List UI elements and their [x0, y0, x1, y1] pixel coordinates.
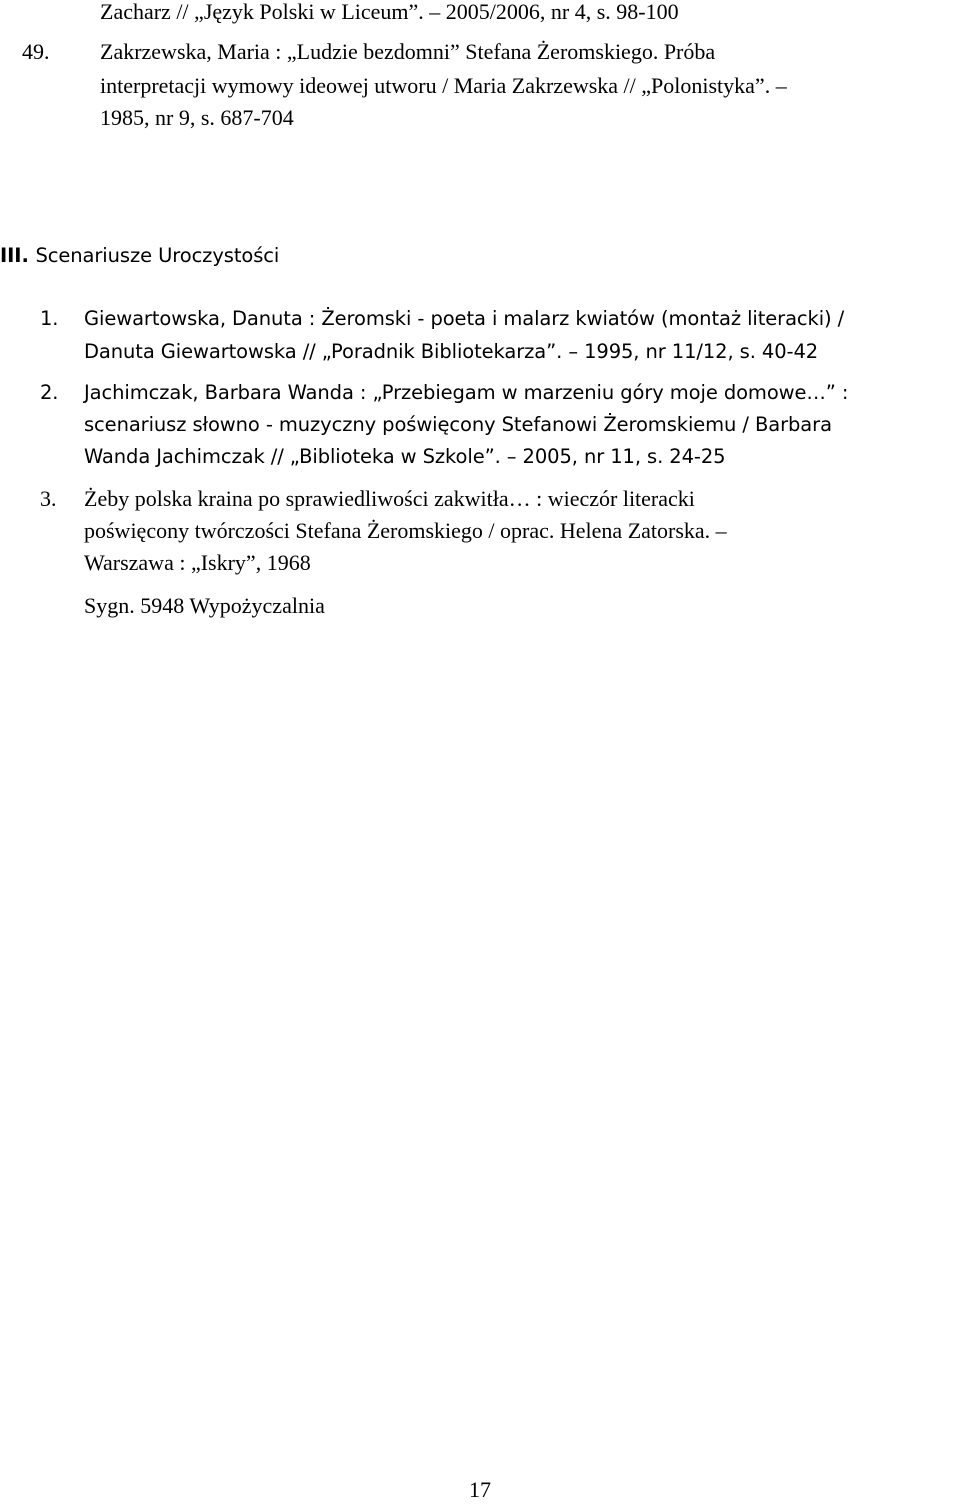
- entry-3-line-1: Żeby polska kraina po sprawiedliwości zakwitła… : wieczór literacki: [84, 486, 695, 511]
- entry-2-line-1: Jachimczak, Barbara Wanda : „Przebiegam w marzeniu góry moje domowe…” :: [84, 381, 849, 404]
- entry-49-line-3: 1985, nr 9, s. 687-704: [100, 105, 294, 130]
- section-title: Scenariusze Uroczystości: [35, 244, 280, 267]
- continuation-line: Zacharz // „Język Polski w Liceum”. – 2005/2006, nr 4, s. 98-100: [100, 0, 679, 24]
- entry-3-call-number: Sygn. 5948 Wypożyczalnia: [84, 593, 325, 618]
- entry-3-line-2: poświęcony twórczości Stefana Żeromskiego / oprac. Helena Zatorska. –: [84, 518, 727, 543]
- entry-2-line-2: scenariusz słowno - muzyczny poświęcony Stefanowi Żeromskiemu / Barbara: [84, 413, 832, 436]
- entry-3-number: 3.: [40, 486, 57, 511]
- entry-49-line-1: Zakrzewska, Maria : „Ludzie bezdomni” Stefana Żeromskiego. Próba: [100, 39, 716, 64]
- entry-49-line-2: interpretacji wymowy ideowej utworu / Maria Zakrzewska // „Polonistyka”. –: [100, 73, 787, 98]
- entry-2-number: 2.: [40, 381, 59, 404]
- entry-3-line-3: Warszawa : „Iskry”, 1968: [84, 550, 311, 575]
- entry-1-number: 1.: [40, 307, 59, 330]
- page-number: 17: [469, 1477, 491, 1502]
- section-heading: [0, 240, 279, 272]
- entry-2-line-3: Wanda Jachimczak // „Biblioteka w Szkole”. – 2005, nr 11, s. 24-25: [84, 445, 726, 468]
- section-numeral: III.: [0, 244, 29, 267]
- entry-1-line-2: Danuta Giewartowska // „Poradnik Bibliotekarza”. – 1995, nr 11/12, s. 40-42: [84, 340, 819, 363]
- entry-1-line-1: Giewartowska, Danuta : Żeromski - poeta i malarz kwiatów (montaż literacki) /: [84, 307, 845, 330]
- entry-49-number: 49.: [22, 39, 50, 64]
